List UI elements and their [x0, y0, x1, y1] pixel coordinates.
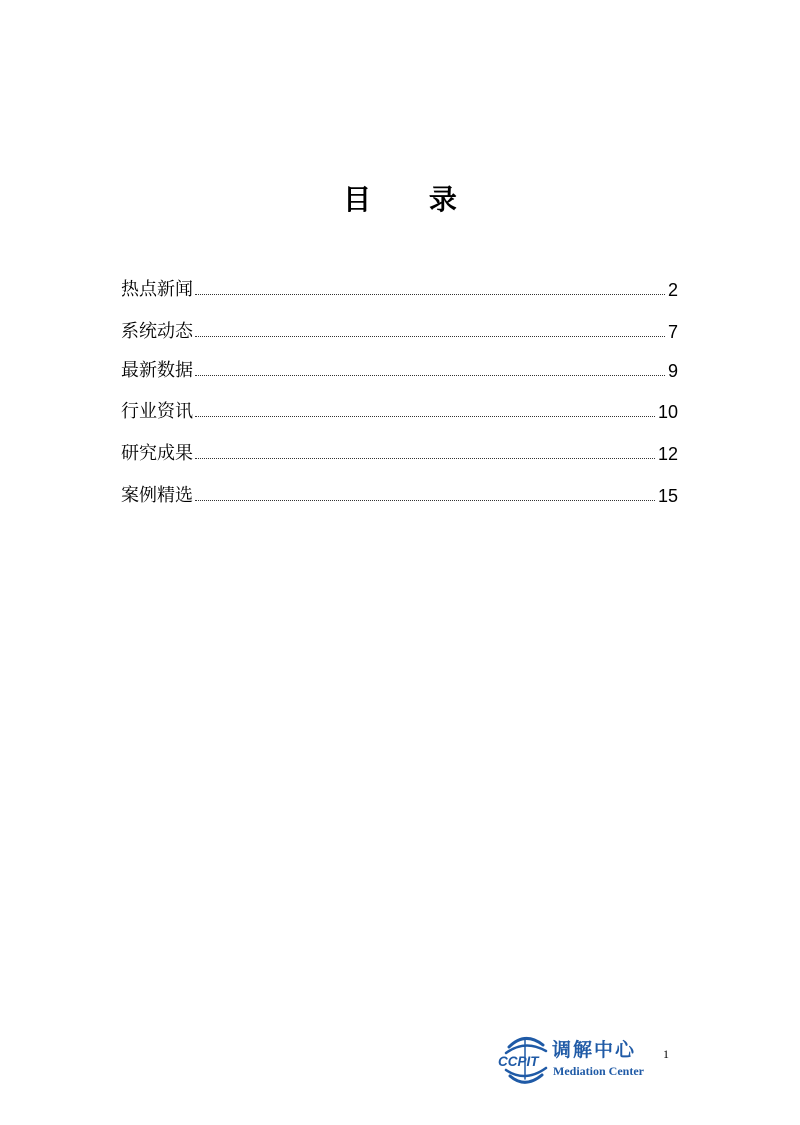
- toc-dot-leader: [195, 374, 665, 376]
- toc-dot-leader: [195, 293, 665, 295]
- logo-english-name: Mediation Center: [553, 1064, 644, 1078]
- logo-acronym: CCPIT: [498, 1054, 539, 1069]
- toc-entry-page-number: 7: [667, 322, 678, 342]
- toc-entry-hot-news[interactable]: [121, 274, 678, 302]
- toc-entry-label: 研究成果: [121, 443, 193, 464]
- toc-dot-leader: [195, 457, 655, 459]
- page-number: 1: [663, 1047, 669, 1061]
- toc-entry-page-number: 9: [667, 361, 678, 381]
- toc-entry-page-number: 10: [657, 402, 678, 422]
- toc-entry-page-number: 2: [667, 280, 678, 300]
- toc-entry-label: 案例精选: [121, 485, 193, 506]
- toc-entry-system-updates[interactable]: [121, 316, 678, 344]
- toc-entry-research-results[interactable]: [121, 438, 678, 466]
- toc-title: 目 录: [343, 183, 481, 216]
- toc-entry-selected-cases[interactable]: [121, 480, 678, 508]
- logo-chinese-name: 调解中心: [552, 1039, 637, 1061]
- toc-entry-industry-news[interactable]: [121, 396, 678, 424]
- toc-entry-label: 热点新闻: [121, 279, 193, 300]
- toc-entry-label: 系统动态: [121, 321, 193, 342]
- ccpit-mediation-center-logo: [497, 1033, 677, 1085]
- toc-entry-page-number: 15: [657, 486, 678, 506]
- toc-dot-leader: [195, 335, 665, 337]
- toc-entry-label: 行业资讯: [121, 401, 193, 422]
- toc-entry-page-number: 12: [657, 444, 678, 464]
- toc-entry-label: 最新数据: [121, 360, 193, 381]
- toc-entry-latest-data[interactable]: [121, 355, 678, 383]
- toc-dot-leader: [195, 499, 655, 501]
- toc-dot-leader: [195, 415, 655, 417]
- globe-logo-icon: [497, 1033, 553, 1085]
